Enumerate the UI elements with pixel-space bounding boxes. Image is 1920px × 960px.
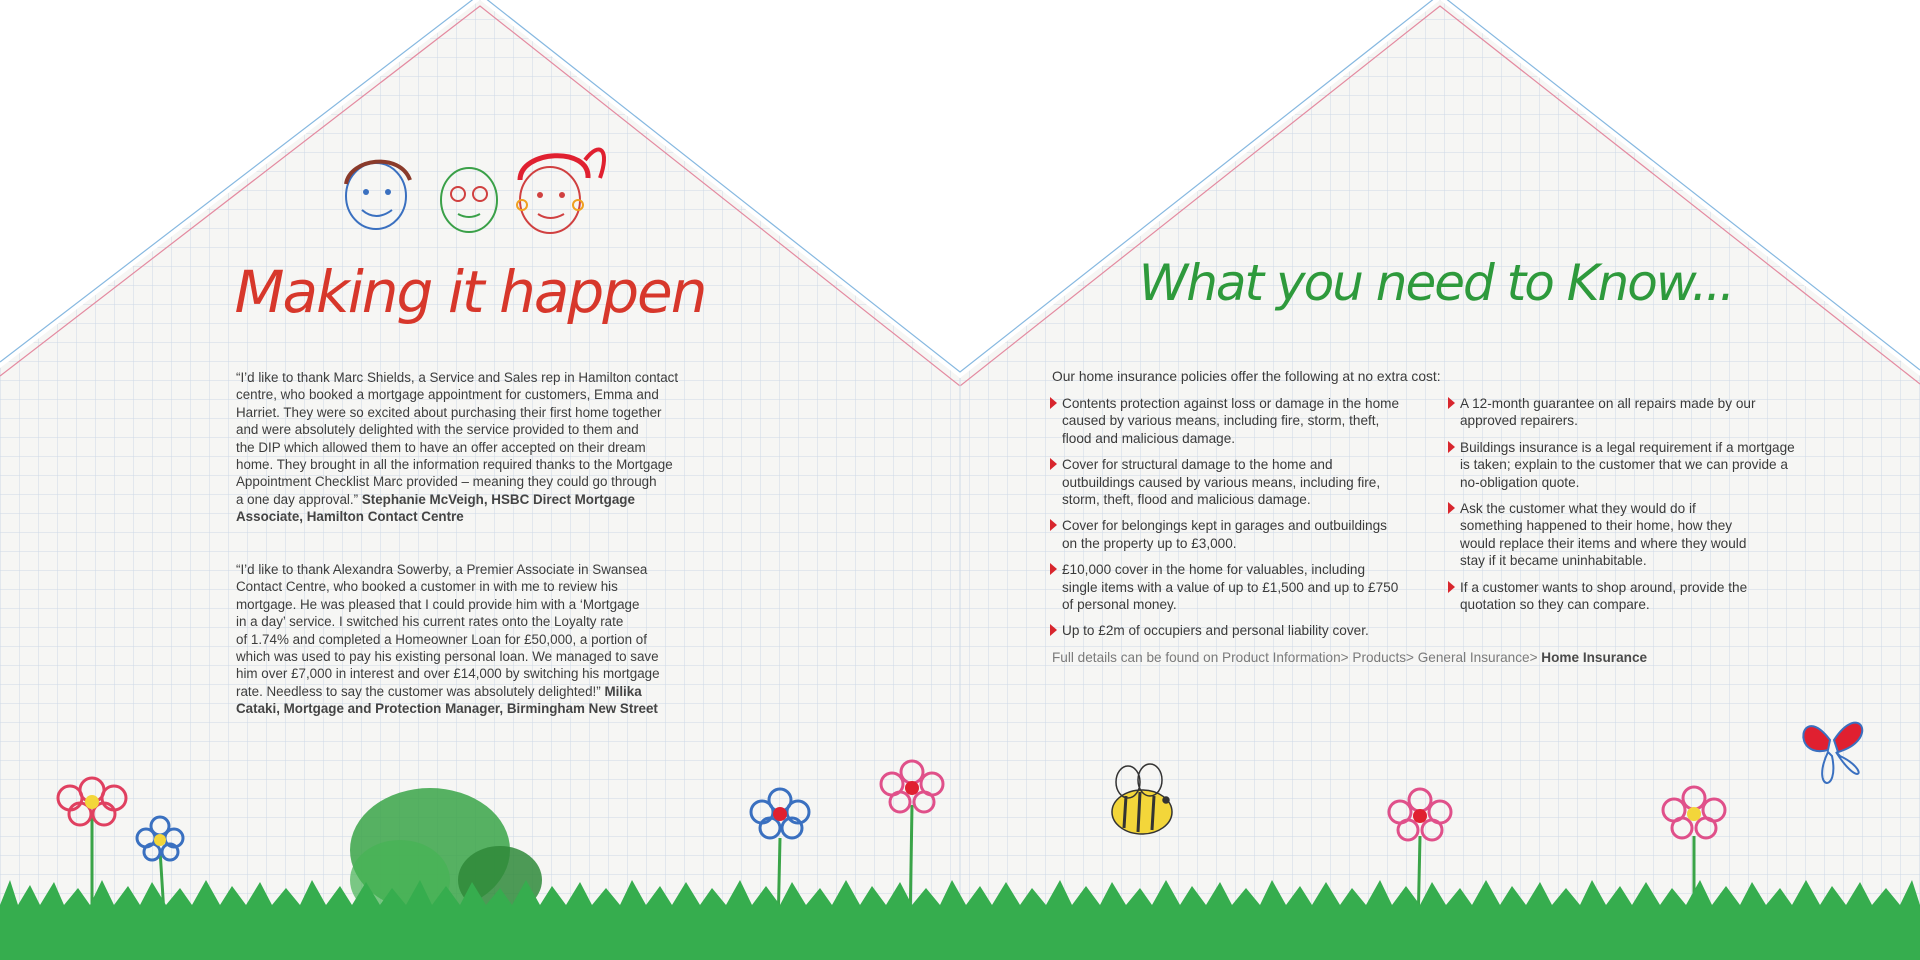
list-item-text: A 12-month guarantee on all repairs made by our approved repairers. — [1460, 396, 1756, 429]
list-item — [1050, 395, 1430, 447]
list-item-text: Cover for structural damage to the home and outbuildings caused by various means, including fire, storm, theft, flood and malicious damage. — [1062, 457, 1381, 508]
list-item-text: Ask the customer what they would do if something happened to their home, how they would replace their items and where they would stay if it became uninhabitable. — [1460, 501, 1747, 569]
bullet-arrow-icon — [1050, 624, 1057, 636]
title-making-it-happen: Making it happen — [234, 258, 706, 326]
list-item-text: Contents protection against loss or damage in the home caused by various means, including fire, storm, theft, flood and malicious damage. — [1062, 396, 1400, 446]
bullet-arrow-icon — [1050, 397, 1057, 409]
list-item — [1050, 456, 1430, 508]
product-info-path-prefix: Full details can be found on Product Information> Products> General Insurance> — [1052, 650, 1538, 665]
list-item — [1050, 622, 1430, 639]
bullet-arrow-icon — [1050, 563, 1057, 575]
bullet-arrow-icon — [1448, 397, 1455, 409]
product-info-path — [1052, 650, 1647, 665]
benefit-list-left — [1050, 395, 1430, 649]
quote-text: “I’d like to thank Marc Shields, a Service and Sales rep in Hamilton contact centre, who booked a mortgage appointment for customers, Emma and Harriet. They were so excited about purchasing their first home together and were absolutely delighted with the service provided to them and the DIP which allowed them to have an offer accepted on their dream home. They brought in all the information required thanks to the Mortgage Appointment Checklist Marc provided – meaning they could go through a one day approval.” — [236, 370, 679, 507]
quote-attribution: Stephanie McVeigh, HSBC Direct Mortgage Associate, Hamilton Contact Centre — [236, 491, 635, 525]
list-item-text: If a customer wants to shop around, provide the quotation so they can compare. — [1460, 579, 1748, 613]
quote-text: “I’d like to thank Alexandra Sowerby, a Premier Associate in Swansea Contact Centre, who booked a customer in with me to review his mortgage. He was pleased that I could provide him with a ‘Mortgage in a day’ service. I switched his current rates onto the Loyalty rate of 1.74% and completed a Homeowner Loan for £50,000, a portion of which was used to pay his existing personal loan. We managed to save him over £7,000 in interest and over £14,000 by switching his mortgage rate. Needless to say the customer was absolutely delighted!” — [236, 562, 660, 699]
bullet-arrow-icon — [1050, 519, 1057, 531]
list-item-text: Up to £2m of occupiers and personal liability cover. — [1062, 623, 1369, 639]
list-item — [1448, 500, 1828, 570]
list-item — [1448, 579, 1828, 614]
list-item — [1050, 561, 1430, 613]
bullet-arrow-icon — [1448, 441, 1455, 453]
list-item-text: Buildings insurance is a legal requirement if a mortgage is taken; explain to the customer that we can provide a no-obligation quote. — [1460, 439, 1795, 490]
quote-attribution: Milika Cataki, Mortgage and Protection Manager, Birmingham New Street — [236, 683, 658, 717]
list-item-text: £10,000 cover in the home for valuables, including single items with a value of up to £1,500 and up to £750 of personal money. — [1062, 562, 1399, 613]
benefit-list-right — [1448, 395, 1828, 622]
testimonial-quote — [236, 369, 726, 526]
title-what-you-need-to-know: What you need to Know... — [1138, 254, 1734, 312]
bullet-arrow-icon — [1448, 502, 1455, 514]
list-item-text: Cover for belongings kept in garages and outbuildings on the property up to £3,000. — [1062, 518, 1387, 551]
list-item — [1448, 439, 1828, 491]
list-item — [1050, 517, 1430, 552]
bullet-arrow-icon — [1050, 458, 1057, 470]
insurance-intro: Our home insurance policies offer the following at no extra cost: — [1052, 369, 1441, 384]
testimonial-quote — [236, 561, 726, 718]
product-info-path-link: Home Insurance — [1541, 650, 1648, 665]
list-item — [1448, 395, 1828, 430]
bullet-arrow-icon — [1448, 581, 1455, 593]
